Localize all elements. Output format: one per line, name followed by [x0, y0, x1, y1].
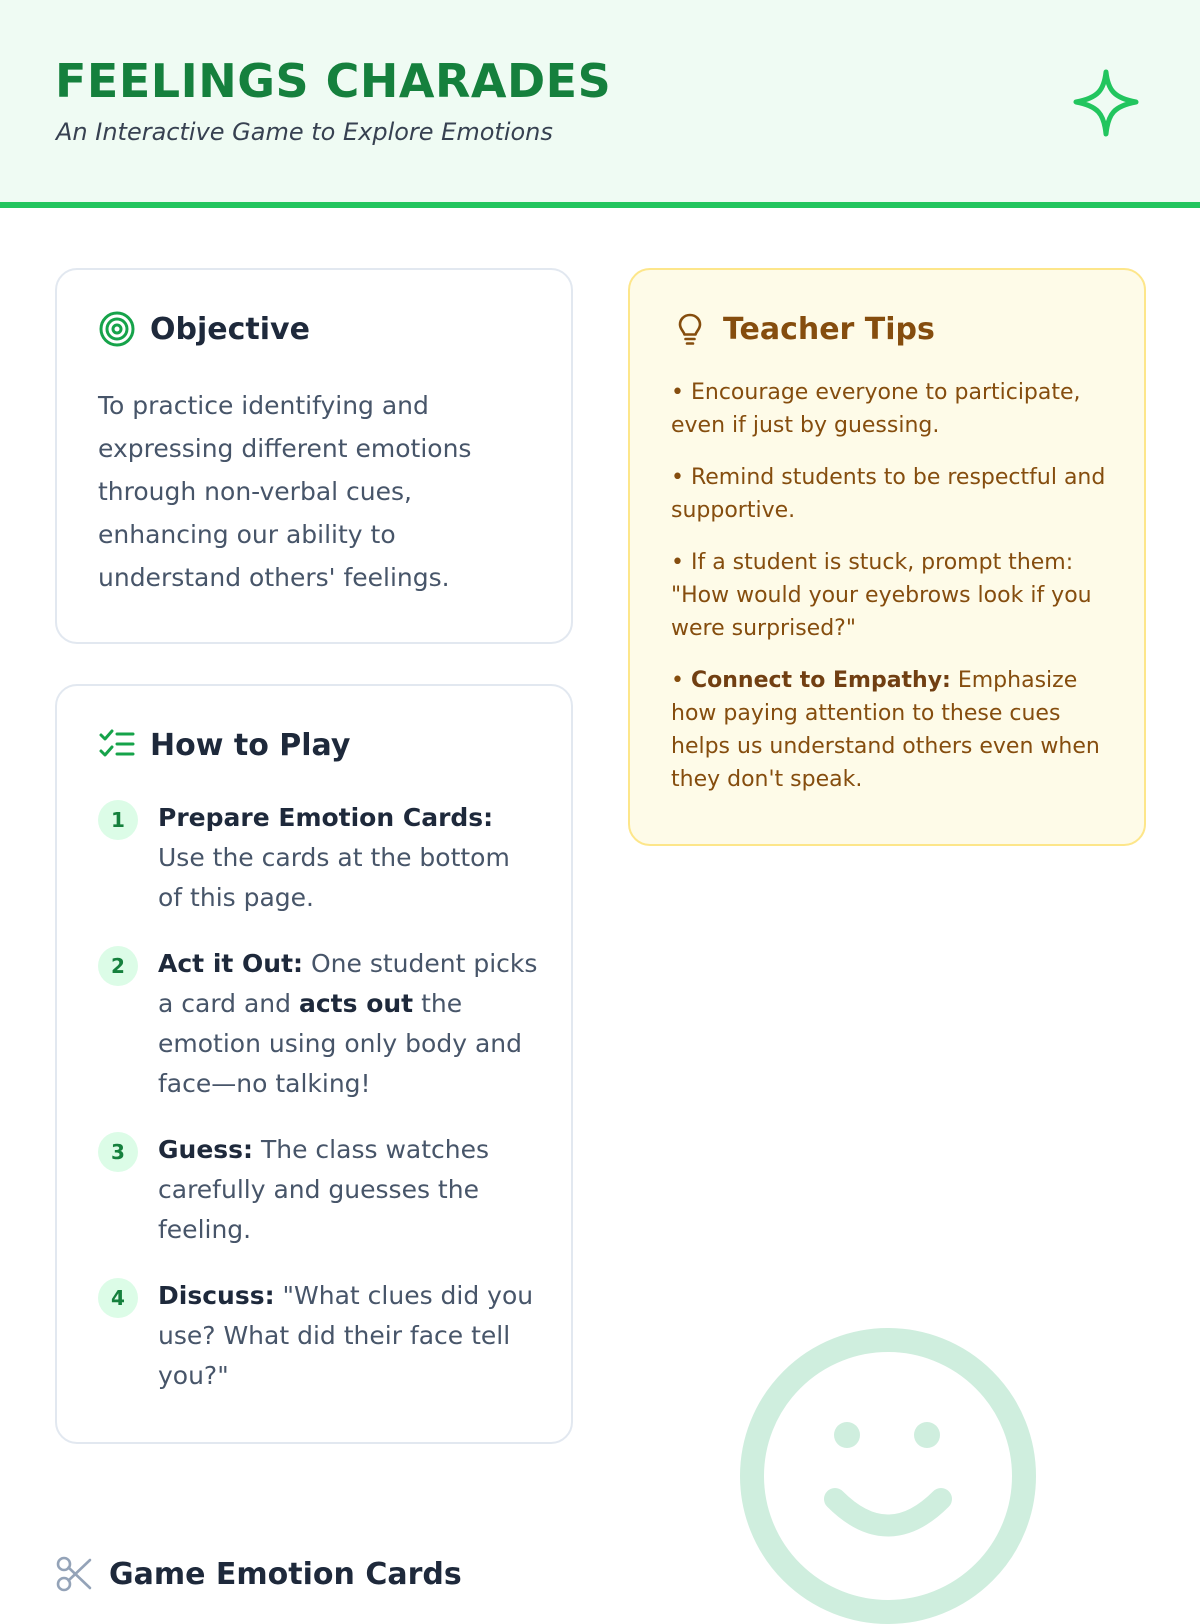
smiley-icon [740, 1328, 1036, 1624]
objective-heading: Objective [150, 311, 310, 347]
how-to-play-heading: How to Play [150, 727, 351, 763]
step-number-badge: 2 [98, 946, 138, 986]
teacher-tips-card [628, 268, 1146, 846]
step-number-badge: 1 [98, 800, 138, 840]
target-icon [98, 310, 136, 348]
page-header [0, 0, 1200, 208]
step-item [98, 1130, 538, 1250]
step-text: Prepare Emotion Cards: Use the cards at the bottom of this page. [158, 803, 510, 912]
lightbulb-icon [671, 310, 709, 348]
step-item [98, 1276, 538, 1396]
tip-item: • Remind students to be respectful and supportive. [671, 465, 1106, 523]
how-to-play-card [55, 684, 573, 1444]
step-item [98, 944, 538, 1104]
teacher-tips-heading: Teacher Tips [723, 311, 935, 347]
step-text: Discuss: "What clues did you use? What did their face tell you?" [158, 1281, 534, 1390]
objective-header [98, 310, 310, 348]
step-number-badge: 4 [98, 1278, 138, 1318]
tip-item: • Connect to Empathy: Emphasize how paying attention to these cues helps us understand others even when they don't speak. [671, 668, 1100, 792]
emotion-cards-header [55, 1555, 462, 1593]
step-number-badge: 3 [98, 1132, 138, 1172]
objective-card [55, 268, 573, 644]
tip-item: • Encourage everyone to participate, even if just by guessing. [671, 380, 1081, 438]
tips-list [671, 376, 1111, 815]
step-text: Guess: The class watches carefully and guesses the feeling. [158, 1135, 490, 1244]
objective-text: To practice identifying and expressing different emotions through non-verbal cues, enhancing our ability to understand others' feelings. [98, 391, 472, 592]
sparkle-icon [1068, 66, 1144, 142]
how-to-play-header [98, 726, 350, 764]
teacher-tips-header [671, 310, 935, 348]
list-checks-icon [98, 726, 136, 764]
tip-item: • If a student is stuck, prompt them: "How would your eyebrows look if you were surprised?" [671, 550, 1092, 641]
step-item [98, 798, 538, 918]
emotion-cards-heading: Game Emotion Cards [109, 1556, 462, 1592]
page-subtitle: An Interactive Game to Explore Emotions [56, 118, 553, 146]
scissors-icon [55, 1555, 93, 1593]
step-text: Act it Out: One student picks a card and acts out the emotion using only body and face—no talking! [158, 949, 538, 1098]
steps-list [98, 798, 538, 1422]
page-title: FEELINGS CHARADES [55, 54, 612, 108]
